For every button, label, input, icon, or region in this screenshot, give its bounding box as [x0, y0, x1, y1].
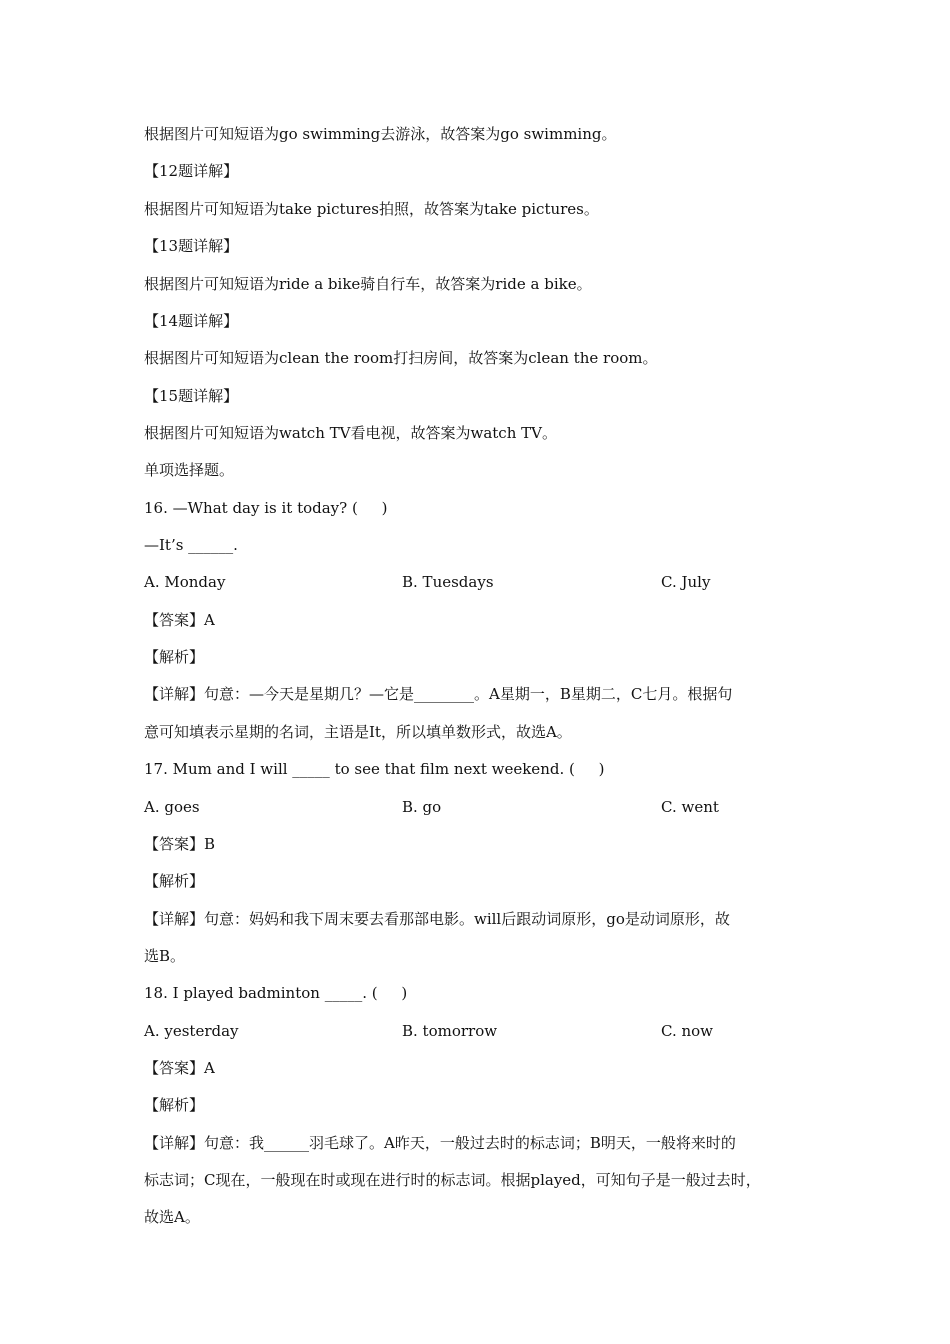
explanation-13-heading: 【13题详解】	[144, 237, 239, 255]
question-18-analysis-heading: 【解析】	[144, 1096, 205, 1114]
question-17-analysis-heading: 【解析】	[144, 872, 205, 890]
question-17: 17. Mum and I will _____ to see that film next weekend. ( )	[144, 760, 605, 778]
question-17-option-b: B. go	[402, 798, 442, 816]
question-16-option-a: A. Monday	[144, 573, 226, 591]
question-18: 18. I played badminton _____. ( )	[144, 984, 408, 1002]
question-16-option-c: C. July	[661, 573, 711, 591]
question-18-detail-line-1: 【详解】句意：我______羽毛球了。A昨天，一般过去时的标志词；B明天，一般将来时的	[144, 1134, 736, 1152]
explanation-14-text: 根据图片可知短语为clean the room打扫房间，故答案为clean the room。	[144, 349, 658, 367]
question-16: 16. —What day is it today? ( )	[144, 499, 388, 517]
explanation-15-heading: 【15题详解】	[144, 387, 239, 405]
explanation-15-text: 根据图片可知短语为watch TV看电视，故答案为watch TV。	[144, 424, 557, 442]
question-18-detail-line-3: 故选A。	[144, 1208, 200, 1226]
question-18-answer: 【答案】A	[144, 1059, 215, 1077]
question-16-detail-line-2: 意可知填表示星期的名词，主语是It，所以填单数形式，故选A。	[144, 723, 572, 741]
question-16-analysis-heading: 【解析】	[144, 648, 205, 666]
explanation-12-text: 根据图片可知短语为take pictures拍照，故答案为take pictures。	[144, 200, 599, 218]
question-16-answer: 【答案】A	[144, 611, 215, 629]
explanation-13-text: 根据图片可知短语为ride a bike骑自行车，故答案为ride a bike。	[144, 275, 592, 293]
question-17-detail-line-2: 选B。	[144, 947, 186, 965]
question-18-detail-line-2: 标志词；C现在，一般现在时或现在进行时的标志词。根据played，可知句子是一般过去时，	[144, 1171, 761, 1189]
question-16-reply: —It’s ______.	[144, 536, 238, 554]
question-18-option-c: C. now	[661, 1022, 714, 1040]
question-18-option-a: A. yesterday	[144, 1022, 239, 1040]
explanation-14-heading: 【14题详解】	[144, 312, 239, 330]
question-17-answer: 【答案】B	[144, 835, 216, 853]
question-17-detail-line-1: 【详解】句意：妈妈和我下周末要去看那部电影。will后跟动词原形，go是动词原形，故	[144, 910, 730, 928]
question-17-option-a: A. goes	[144, 798, 200, 816]
section-heading: 单项选择题。	[144, 461, 235, 479]
question-16-option-b: B. Tuesdays	[402, 573, 494, 591]
explanation-12-heading: 【12题详解】	[144, 162, 239, 180]
question-17-option-c: C. went	[661, 798, 719, 816]
question-16-detail-line-1: 【详解】句意：—今天是星期几？—它是________。A星期一，B星期二，C七月。根据句	[144, 685, 733, 703]
question-18-option-b: B. tomorrow	[402, 1022, 498, 1040]
explanation-11-text: 根据图片可知短语为go swimming去游泳，故答案为go swimming。	[144, 125, 617, 143]
